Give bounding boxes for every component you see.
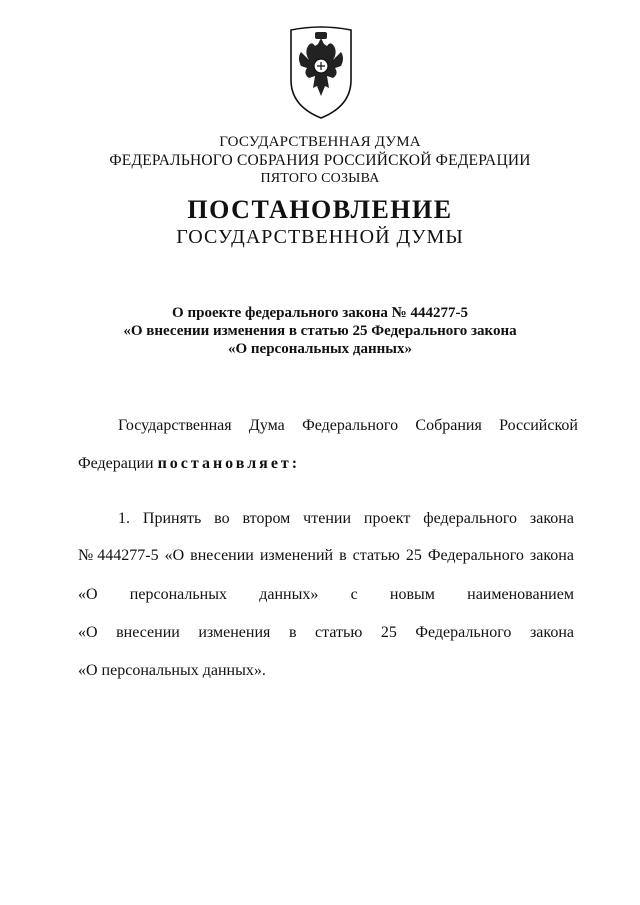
clause-word: статью	[352, 547, 400, 564]
clause-word: внесении	[190, 547, 254, 564]
preamble-word: Собрания	[415, 417, 482, 434]
preamble-word: Дума	[248, 417, 285, 434]
clause-word: «О	[164, 547, 185, 564]
clause-word: 25	[405, 547, 422, 564]
header-line-3: ПЯТОГО СОЗЫВА	[260, 171, 380, 186]
clause-1-line-3	[78, 586, 574, 604]
clause-word: в	[288, 624, 297, 641]
subject-line-1: О проекте федерального закона № 444277-5	[172, 305, 468, 321]
clause-word: закона	[529, 510, 574, 527]
clause-1-line-4	[78, 624, 574, 642]
clause-word: чтении	[303, 510, 351, 527]
header-line-2: ФЕДЕРАЛЬНОГО СОБРАНИЯ РОССИЙСКОЙ ФЕДЕРАЦИИ	[109, 152, 531, 169]
clause-1-line-5	[78, 662, 266, 680]
clause-word: новым	[389, 586, 435, 603]
clause-word: изменений	[259, 547, 334, 564]
clause-word: закона	[529, 547, 574, 564]
clause-word: наименованием	[467, 586, 574, 603]
preamble-emphasis: постановляет:	[157, 455, 301, 472]
clause-word: № 444277-5	[78, 547, 159, 564]
clause-word: «О	[78, 624, 98, 641]
clause-word: 1.	[118, 510, 130, 527]
document-type-subtitle: ГОСУДАРСТВЕННОЙ ДУМЫ	[176, 226, 464, 248]
clause-1-line-2	[78, 547, 574, 565]
preamble-word: Государственная	[118, 417, 232, 434]
clause-word: с	[350, 586, 358, 603]
clause-word: «О	[78, 586, 98, 603]
clause-word: изменения	[198, 624, 271, 641]
preamble-word: Российской	[499, 417, 578, 434]
subject-line-3: «О персональных данных»	[227, 341, 413, 357]
clause-word: внесении	[116, 624, 180, 641]
preamble-text: Федерации	[78, 455, 154, 472]
clause-word: проект	[363, 510, 411, 527]
document-type-title: ПОСТАНОВЛЕНИЕ	[187, 195, 453, 224]
clause-word: Федерального	[415, 624, 512, 641]
coat-of-arms-emblem-icon	[285, 22, 357, 122]
subject-line-2: «О внесении изменения в статью 25 Федерального закона	[123, 323, 517, 339]
clause-word: Федерального	[427, 547, 524, 564]
clause-text: «О персональных данных».	[78, 662, 266, 679]
clause-word: втором	[242, 510, 291, 527]
clause-word: 25	[380, 624, 397, 641]
clause-word: Принять	[142, 510, 202, 527]
clause-word: в	[339, 547, 347, 564]
preamble-line-2	[78, 455, 300, 473]
clause-1-line-1	[118, 510, 574, 528]
preamble-word: Федерального	[302, 417, 399, 434]
header-line-1: ГОСУДАРСТВЕННАЯ ДУМА	[219, 134, 421, 150]
clause-word: закона	[529, 624, 574, 641]
clause-word: во	[214, 510, 230, 527]
clause-word: статью	[315, 624, 363, 641]
clause-word: данных»	[259, 586, 319, 603]
clause-word: персональных	[129, 586, 227, 603]
clause-word: федерального	[423, 510, 517, 527]
preamble-line-1	[118, 417, 578, 435]
